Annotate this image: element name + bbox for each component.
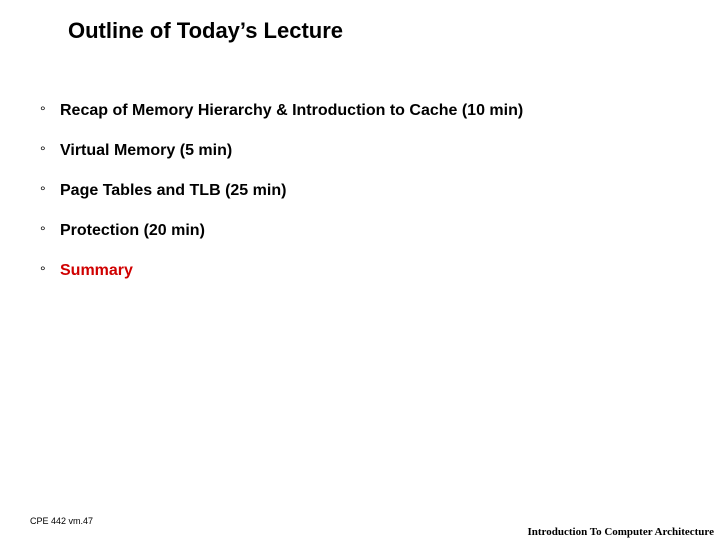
bullet-icon: ° [40,263,46,279]
outline-item-text: Summary [60,262,133,279]
outline-item-text: Protection (20 min) [60,222,205,239]
outline-item-summary [40,260,523,300]
outline-item-text: Recap of Memory Hierarchy & Introduction to Cache (10 min) [60,102,524,119]
bullet-icon: ° [40,223,46,239]
footer-course-title: Introduction To Computer Architecture [527,526,714,538]
outline-item-protection [40,220,523,260]
bullet-icon: ° [40,103,46,119]
outline-item-text: Virtual Memory (5 min) [60,142,233,159]
outline-item-recap [40,100,523,140]
outline-item-virtual-memory [40,140,523,180]
outline-item-page-tables [40,180,523,220]
footer-slide-id: CPE 442 vm.47 [30,516,94,526]
outline-item-text: Page Tables and TLB (25 min) [60,182,287,199]
bullet-icon: ° [40,143,46,159]
outline-list [40,100,523,300]
slide-title: Outline of Today’s Lecture [68,18,344,43]
bullet-icon: ° [40,183,46,199]
